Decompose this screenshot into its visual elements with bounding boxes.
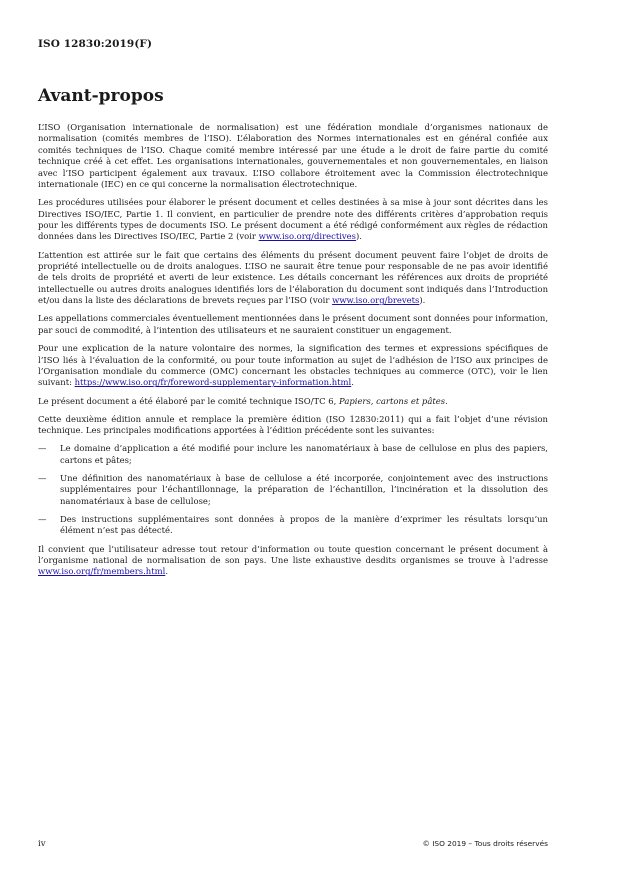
dash-bullet: — [38,443,47,454]
document-code: ISO 12830:2019(F) [38,38,153,50]
paragraph-patents: L’attention est attirée sur le fait que certains des éléments du présent document peuvent faire l’objet de droits de propriété intellectuelle ou de droits analogues. L’ISO ne saurait être tenue pour responsable de ne pas avoir identifié de tels droits de propriété et averti de leur existence. Les détails concernant les références aux droits de propriété intellectuelle ou autres droits analogues identifiés lors de l’élaboration du document sont indiqués dans l’Introduction et/ou dans la liste des déclarations de brevets reçues par l’ISO (voir www.iso.org/brevets). [38,249,548,306]
paragraph-feedback: Il convient que l’utilisateur adresse tout retour d’information ou toute question concernant le présent document à l’organisme national de normalisation de son pays. Une liste exhaustive desdits organismes se trouve à l’adresse www.iso.org/fr/members.html. [38,543,548,577]
copyright-notice: © ISO 2019 – Tous droits réservés [422,839,548,848]
foreword-supplementary-link[interactable]: https://www.iso.org/fr/foreword-supplementary-information.html [74,377,352,388]
list-item: — Le domaine d’application a été modifié pour inclure les nanomatériaux à base de cellulose en plus des papiers, cartons et pâtes; [38,443,548,465]
paragraph-iso-intro: L’ISO (Organisation internationale de normalisation) est une fédération mondiale d’organismes nationaux de normalisation (comités membres de l’ISO). L’élaboration des Normes internationales est en général confiée aux comités techniques de l’ISO. Chaque comité membre intéressé par une étude a le droit de faire partie du comité technique créé à cet effet. Les organisations internationales, gouvernementales et non gouvernementales, en liaison avec l’ISO participent également aux travaux. L’ISO collabore étroitement avec la Commission électrotechnique internationale (IEC) en ce qui concerne la normalisation électrotechnique. [38,122,548,190]
page-number: iv [38,839,46,849]
patents-link[interactable]: www.iso.org/brevets [332,295,420,306]
dash-bullet: — [38,472,47,483]
paragraph-edition: Cette deuxième édition annule et remplace la première édition (ISO 12830:2011) qui a fait l’objet d’une révision technique. Les principales modifications apportées à l’édition précédente sont les suivantes: [38,413,548,436]
paragraph-procedures: Les procédures utilisées pour élaborer le présent document et celles destinées à sa mise à jour sont décrites dans les Directives ISO/IEC, Partie 1. Il convient, en particulier de prendre note des différents critères d’approbation requis pour les différents types de documents ISO. Le présent document a été rédigé conformément aux règles de rédaction données dans les Directives ISO/IEC, Partie 2 (voir www.iso.org/directives). [38,197,548,242]
foreword-body [38,122,548,585]
page-title: Avant-propos [38,86,164,106]
directives-link[interactable]: www.iso.org/directives [258,231,357,242]
list-item: — Des instructions supplémentaires sont données à propos de la manière d’exprimer les résultats lorsqu’un élément n’est pas détecté. [38,513,548,536]
list-item: — Une définition des nanomatériaux à base de cellulose a été incorporée, conjointement avec des instructions supplémentaires pour l’échantillonnage, la préparation de l’échantillon, l’incinération et la dissolution des nanomatériaux à base de cellulose; [38,472,548,506]
members-link[interactable]: www.iso.org/fr/members.html [38,566,166,577]
paragraph-trade-names: Les appellations commerciales éventuellement mentionnées dans le présent document sont données pour information, par souci de commodité, à l’intention des utilisateurs et ne sauraient constituer un engagement. [38,313,548,335]
committee-name: Papiers, cartons et pâtes [339,395,446,406]
dash-bullet: — [38,513,47,524]
paragraph-voluntary-nature: Pour une explication de la nature volontaire des normes, la signification des termes et expressions spécifiques de l’ISO liés à l’évaluation de la conformité, ou pour toute information au sujet de l’adhésion de l’ISO aux principes de l’Organisation mondiale du commerce (OMC) concernant les obstacles techniques au commerce (OTC), voir le lien suivant: https://www.iso.org/fr/foreword-supplementary-information.html. [38,343,548,388]
paragraph-committee: Le présent document a été élaboré par le comité technique ISO/TC 6, Papiers, cartons et pâtes. [38,395,448,406]
